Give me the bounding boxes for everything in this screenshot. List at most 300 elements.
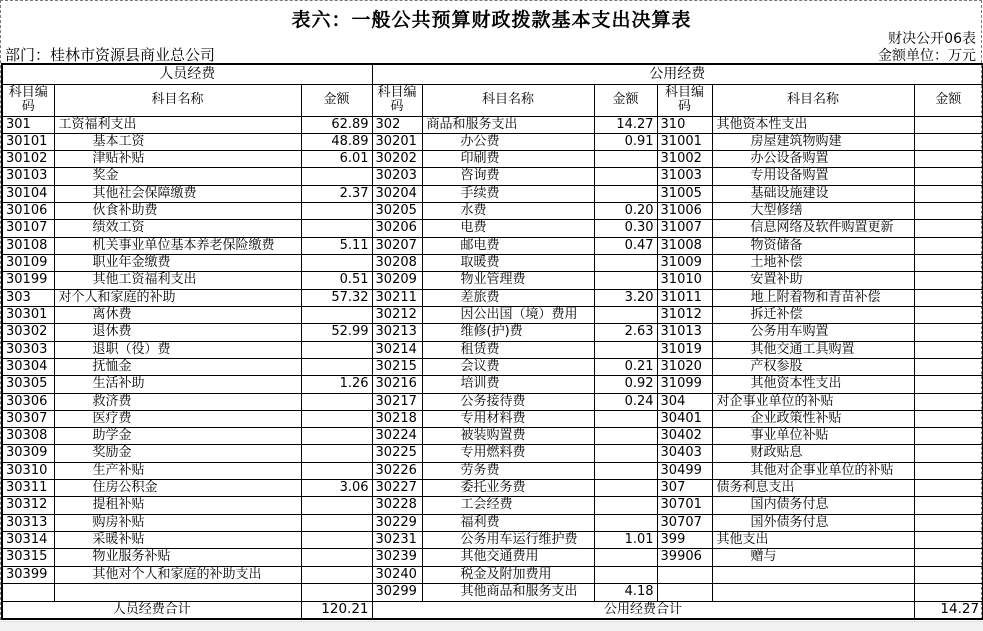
subject-code-cell: 30309	[2, 445, 54, 462]
subject-code-cell: 30199	[2, 272, 54, 289]
subject-name-cell: 其他交通工具购置	[712, 341, 914, 358]
subject-name-cell: 救济费	[54, 393, 301, 410]
amount-cell	[594, 462, 657, 479]
subject-name-cell: 专用材料费	[422, 410, 594, 427]
department-label: 部门：桂林市资源县商业总公司	[5, 46, 216, 64]
subject-name-cell: 咨询费	[422, 168, 594, 185]
subject-name-cell: 印刷费	[422, 151, 594, 168]
subject-code-cell: 31099	[657, 376, 712, 393]
subject-code-cell: 30213	[372, 324, 422, 341]
subject-name-cell: 信息网络及软件购置更新	[712, 220, 914, 237]
subject-code-cell: 30231	[372, 532, 422, 549]
table-row	[2, 480, 983, 497]
subject-name-cell: 专用燃料费	[422, 445, 594, 462]
subject-name-cell: 公务用车购置	[712, 324, 914, 341]
subject-name-cell: 基础设施建设	[712, 185, 914, 202]
page-title: 表六：一般公共预算财政拨款基本支出决算表	[291, 9, 692, 31]
subject-name-cell: 提租补贴	[54, 497, 301, 514]
col-header-code-1: 科目编码	[2, 84, 54, 116]
table-row	[2, 393, 983, 410]
subject-name-cell: 电费	[422, 220, 594, 237]
subject-name-cell: 其他商品和服务支出	[422, 583, 594, 601]
subject-name-cell: 其他交通费用	[422, 549, 594, 566]
subject-name-cell: 助学金	[54, 428, 301, 445]
table-row	[2, 306, 983, 323]
amount-cell	[914, 168, 983, 185]
table-row	[2, 116, 983, 133]
subject-code-cell: 30401	[657, 410, 712, 427]
amount-cell: 0.24	[594, 393, 657, 410]
amount-cell	[914, 151, 983, 168]
subject-code-cell: 30399	[2, 566, 54, 583]
table-row	[2, 185, 983, 202]
amount-cell	[914, 532, 983, 549]
subject-name-cell: 机关事业单位基本养老保险缴费	[54, 237, 301, 254]
amount-cell: 3.20	[594, 289, 657, 306]
amount-cell	[914, 462, 983, 479]
amount-cell	[914, 376, 983, 393]
amount-cell	[594, 306, 657, 323]
subject-name-cell: 债务利息支出	[712, 480, 914, 497]
amount-cell	[914, 410, 983, 427]
subject-name-cell: 生产补贴	[54, 462, 301, 479]
amount-cell	[914, 116, 983, 133]
subject-code-cell: 31006	[657, 203, 712, 220]
subject-name-cell: 培训费	[422, 376, 594, 393]
subject-name-cell: 办公设备购置	[712, 151, 914, 168]
subject-name-cell: 税金及附加费用	[422, 566, 594, 583]
subject-code-cell: 30225	[372, 445, 422, 462]
table-row	[2, 462, 983, 479]
subject-code-cell: 31011	[657, 289, 712, 306]
group-header-personnel: 人员经费	[2, 64, 372, 84]
subject-code-cell: 30402	[657, 428, 712, 445]
subject-code-cell: 30403	[657, 445, 712, 462]
public-total-amount: 14.27	[914, 601, 983, 619]
table-row	[2, 255, 983, 272]
subject-name-cell: 退职（役）费	[54, 341, 301, 358]
amount-cell: 52.99	[301, 324, 372, 341]
subject-code-cell: 31005	[657, 185, 712, 202]
amount-cell	[914, 185, 983, 202]
subject-name-cell: 奖金	[54, 168, 301, 185]
table-row	[2, 289, 983, 306]
amount-cell	[301, 445, 372, 462]
amount-cell: 57.32	[301, 289, 372, 306]
expenditure-table	[1, 63, 983, 620]
subject-code-cell: 30217	[372, 393, 422, 410]
amount-cell	[301, 306, 372, 323]
amount-cell	[914, 393, 983, 410]
subject-name-cell: 因公出国（境）费用	[422, 306, 594, 323]
subject-code-cell: 304	[657, 393, 712, 410]
subject-code-cell: 30206	[372, 220, 422, 237]
subject-name-cell: 拆迁补偿	[712, 306, 914, 323]
amount-cell	[301, 393, 372, 410]
amount-cell	[914, 514, 983, 531]
col-header-name-2: 科目名称	[422, 84, 594, 116]
amount-cell	[594, 168, 657, 185]
subject-name-cell: 其他资本性支出	[712, 116, 914, 133]
amount-cell	[594, 445, 657, 462]
amount-cell	[914, 272, 983, 289]
amount-cell	[301, 358, 372, 375]
col-header-name-3: 科目名称	[712, 84, 914, 116]
table-row	[2, 324, 983, 341]
subject-code-cell: 30205	[372, 203, 422, 220]
subject-code-cell: 31019	[657, 341, 712, 358]
subject-name-cell: 被装购置费	[422, 428, 594, 445]
amount-cell: 2.37	[301, 185, 372, 202]
amount-cell	[594, 428, 657, 445]
subject-name-cell: 其他对个人和家庭的补助支出	[54, 566, 301, 583]
subject-name-cell: 住房公积金	[54, 480, 301, 497]
subject-code-cell: 30104	[2, 185, 54, 202]
subject-code-cell: 30299	[372, 583, 422, 601]
amount-cell	[594, 341, 657, 358]
table-body	[2, 116, 983, 601]
group-header-public: 公用经费	[372, 64, 983, 84]
subject-name-cell: 差旅费	[422, 289, 594, 306]
subject-name-cell: 福利费	[422, 514, 594, 531]
subject-code-cell: 30109	[2, 255, 54, 272]
subject-name-cell: 企业政策性补贴	[712, 410, 914, 427]
subject-code-cell: 30203	[372, 168, 422, 185]
subject-code-cell: 30304	[2, 358, 54, 375]
amount-cell	[301, 549, 372, 566]
amount-cell	[301, 514, 372, 531]
amount-cell: 0.91	[594, 133, 657, 150]
subject-code-cell: 30218	[372, 410, 422, 427]
subject-code-cell: 30499	[657, 462, 712, 479]
subject-name-cell: 租赁费	[422, 341, 594, 358]
subject-name-cell: 其他资本性支出	[712, 376, 914, 393]
subject-code-cell: 31007	[657, 220, 712, 237]
amount-cell: 48.89	[301, 133, 372, 150]
subject-code-cell	[2, 583, 54, 601]
amount-cell	[301, 497, 372, 514]
amount-cell: 0.51	[301, 272, 372, 289]
amount-cell	[914, 583, 983, 601]
amount-cell: 6.01	[301, 151, 372, 168]
subject-name-cell: 专用设备购置	[712, 168, 914, 185]
amount-cell: 3.06	[301, 480, 372, 497]
amount-cell	[914, 341, 983, 358]
subject-name-cell: 地上附着物和青苗补偿	[712, 289, 914, 306]
col-header-code-3: 科目编码	[657, 84, 712, 116]
subject-name-cell: 产权参股	[712, 358, 914, 375]
amount-cell	[301, 203, 372, 220]
amount-cell	[301, 255, 372, 272]
amount-cell	[914, 358, 983, 375]
totals-row	[2, 601, 983, 619]
subject-code-cell: 30307	[2, 410, 54, 427]
amount-cell: 0.21	[594, 358, 657, 375]
subject-code-cell	[657, 583, 712, 601]
subject-code-cell: 30215	[372, 358, 422, 375]
amount-cell	[914, 203, 983, 220]
subject-name-cell: 购房补贴	[54, 514, 301, 531]
subject-name-cell: 离休费	[54, 306, 301, 323]
subject-name-cell: 工会经费	[422, 497, 594, 514]
subject-code-cell: 30106	[2, 203, 54, 220]
subject-name-cell	[712, 566, 914, 583]
table-row	[2, 532, 983, 549]
subject-code-cell: 30108	[2, 237, 54, 254]
amount-cell	[594, 185, 657, 202]
subject-name-cell: 房屋建筑物购建	[712, 133, 914, 150]
amount-cell	[594, 272, 657, 289]
amount-cell	[301, 566, 372, 583]
personnel-total-amount: 120.21	[301, 601, 372, 619]
amount-cell	[594, 480, 657, 497]
amount-cell: 0.47	[594, 237, 657, 254]
subject-code-cell: 310	[657, 116, 712, 133]
subject-name-cell: 工资福利支出	[54, 116, 301, 133]
subject-code-cell: 30211	[372, 289, 422, 306]
subject-code-cell: 30208	[372, 255, 422, 272]
subject-name-cell: 其他支出	[712, 532, 914, 549]
subject-code-cell: 30303	[2, 341, 54, 358]
subject-code-cell: 30101	[2, 133, 54, 150]
table-row	[2, 341, 983, 358]
amount-cell	[594, 497, 657, 514]
subject-name-cell: 生活补助	[54, 376, 301, 393]
subject-name-cell: 物业服务补贴	[54, 549, 301, 566]
subject-name-cell: 委托业务费	[422, 480, 594, 497]
amount-cell	[594, 151, 657, 168]
table-row	[2, 428, 983, 445]
amount-cell	[594, 566, 657, 583]
amount-cell	[914, 289, 983, 306]
subject-name-cell: 国内债务付息	[712, 497, 914, 514]
subject-name-cell: 绩效工资	[54, 220, 301, 237]
subject-code-cell: 30209	[372, 272, 422, 289]
subject-code-cell: 307	[657, 480, 712, 497]
amount-cell: 5.11	[301, 237, 372, 254]
subject-name-cell: 财政贴息	[712, 445, 914, 462]
subject-name-cell: 奖励金	[54, 445, 301, 462]
subject-code-cell: 30312	[2, 497, 54, 514]
subject-name-cell: 其他社会保障缴费	[54, 185, 301, 202]
subject-code-cell: 30204	[372, 185, 422, 202]
subject-code-cell: 30212	[372, 306, 422, 323]
subject-code-cell: 30229	[372, 514, 422, 531]
subject-name-cell: 退休费	[54, 324, 301, 341]
subject-name-cell: 国外债务付息	[712, 514, 914, 531]
col-header-amount-3: 金额	[914, 84, 983, 116]
table-row	[2, 133, 983, 150]
subject-name-cell: 办公费	[422, 133, 594, 150]
amount-cell: 0.30	[594, 220, 657, 237]
subject-code-cell: 30707	[657, 514, 712, 531]
amount-cell	[594, 514, 657, 531]
amount-unit-label: 金额单位：万元	[878, 48, 976, 64]
amount-cell	[301, 341, 372, 358]
amount-cell: 62.89	[301, 116, 372, 133]
group-header-row	[2, 64, 983, 84]
amount-cell	[301, 583, 372, 601]
amount-cell	[301, 428, 372, 445]
amount-cell	[914, 566, 983, 583]
subject-code-cell: 30310	[2, 462, 54, 479]
subject-code-cell: 30224	[372, 428, 422, 445]
subject-name-cell: 公务用车运行维护费	[422, 532, 594, 549]
amount-cell	[301, 410, 372, 427]
subject-code-cell: 31013	[657, 324, 712, 341]
subject-code-cell: 30103	[2, 168, 54, 185]
amount-cell: 14.27	[594, 116, 657, 133]
amount-cell	[594, 255, 657, 272]
amount-cell	[914, 445, 983, 462]
subject-name-cell: 其他工资福利支出	[54, 272, 301, 289]
subject-name-cell: 对个人和家庭的补助	[54, 289, 301, 306]
amount-cell	[914, 237, 983, 254]
subject-name-cell	[54, 583, 301, 601]
subject-code-cell: 30305	[2, 376, 54, 393]
amount-cell	[914, 549, 983, 566]
amount-cell	[594, 410, 657, 427]
subject-code-cell: 30228	[372, 497, 422, 514]
subject-code-cell: 30227	[372, 480, 422, 497]
subject-code-cell: 30214	[372, 341, 422, 358]
col-header-amount-1: 金额	[301, 84, 372, 116]
subject-name-cell: 安置补助	[712, 272, 914, 289]
subject-code-cell	[657, 566, 712, 583]
subject-code-cell: 30107	[2, 220, 54, 237]
subject-name-cell: 手续费	[422, 185, 594, 202]
table-row	[2, 497, 983, 514]
subject-name-cell: 其他对企事业单位的补贴	[712, 462, 914, 479]
subject-code-cell: 30226	[372, 462, 422, 479]
table-row	[2, 566, 983, 583]
subject-name-cell: 物资储备	[712, 237, 914, 254]
amount-cell	[914, 220, 983, 237]
subject-name-cell: 事业单位补贴	[712, 428, 914, 445]
subject-name-cell: 公务接待费	[422, 393, 594, 410]
subject-code-cell: 30301	[2, 306, 54, 323]
subject-name-cell: 邮电费	[422, 237, 594, 254]
subject-name-cell: 基本工资	[54, 133, 301, 150]
amount-cell: 0.20	[594, 203, 657, 220]
table-row	[2, 445, 983, 462]
app-bottom-strip	[0, 621, 983, 631]
table-row	[2, 583, 983, 601]
amount-cell: 1.26	[301, 376, 372, 393]
subject-code-cell: 31001	[657, 133, 712, 150]
subject-code-cell: 302	[372, 116, 422, 133]
subject-name-cell: 商品和服务支出	[422, 116, 594, 133]
subject-name-cell: 职业年金缴费	[54, 255, 301, 272]
personnel-total-label: 人员经费合计	[2, 601, 301, 619]
subject-code-cell: 399	[657, 532, 712, 549]
subject-name-cell: 抚恤金	[54, 358, 301, 375]
subject-name-cell: 水费	[422, 203, 594, 220]
amount-cell: 1.01	[594, 532, 657, 549]
subject-code-cell: 39906	[657, 549, 712, 566]
subject-code-cell: 30102	[2, 151, 54, 168]
subject-name-cell: 医疗费	[54, 410, 301, 427]
amount-cell	[914, 428, 983, 445]
subject-code-cell: 30306	[2, 393, 54, 410]
table-row	[2, 549, 983, 566]
subject-code-cell: 30239	[372, 549, 422, 566]
subject-code-cell: 30311	[2, 480, 54, 497]
subject-name-cell: 土地补偿	[712, 255, 914, 272]
table-row	[2, 151, 983, 168]
subject-name-cell: 采暖补贴	[54, 532, 301, 549]
subject-name-cell: 对企事业单位的补贴	[712, 393, 914, 410]
amount-cell	[301, 462, 372, 479]
subject-code-cell: 30314	[2, 532, 54, 549]
subject-code-cell: 31009	[657, 255, 712, 272]
subject-code-cell: 30240	[372, 566, 422, 583]
subject-name-cell	[712, 583, 914, 601]
amount-cell	[914, 497, 983, 514]
amount-cell: 2.63	[594, 324, 657, 341]
table-row	[2, 514, 983, 531]
amount-cell: 0.92	[594, 376, 657, 393]
subject-name-cell: 劳务费	[422, 462, 594, 479]
subject-code-cell: 31008	[657, 237, 712, 254]
subject-code-cell: 301	[2, 116, 54, 133]
subject-code-cell: 31020	[657, 358, 712, 375]
subject-name-cell: 大型修缮	[712, 203, 914, 220]
amount-cell	[914, 480, 983, 497]
subject-code-cell: 31010	[657, 272, 712, 289]
table-row	[2, 237, 983, 254]
amount-cell	[914, 255, 983, 272]
table-row	[2, 272, 983, 289]
col-header-name-1: 科目名称	[54, 84, 301, 116]
subject-code-cell: 30216	[372, 376, 422, 393]
table-row	[2, 410, 983, 427]
table-row	[2, 376, 983, 393]
amount-cell	[301, 532, 372, 549]
table-row	[2, 168, 983, 185]
amount-cell	[914, 133, 983, 150]
subject-code-cell: 31003	[657, 168, 712, 185]
table-row	[2, 203, 983, 220]
subject-code-cell: 303	[2, 289, 54, 306]
col-header-amount-2: 金额	[594, 84, 657, 116]
amount-cell: 4.18	[594, 583, 657, 601]
subject-code-cell: 31012	[657, 306, 712, 323]
table-row	[2, 220, 983, 237]
subject-code-cell: 30701	[657, 497, 712, 514]
subject-code-cell: 30308	[2, 428, 54, 445]
subject-name-cell: 津贴补贴	[54, 151, 301, 168]
public-total-label: 公用经费合计	[372, 601, 914, 619]
subject-code-cell: 30313	[2, 514, 54, 531]
subject-code-cell: 30315	[2, 549, 54, 566]
amount-cell	[914, 306, 983, 323]
subject-name-cell: 伙食补助费	[54, 203, 301, 220]
subject-name-cell: 会议费	[422, 358, 594, 375]
subject-name-cell: 物业管理费	[422, 272, 594, 289]
amount-cell	[301, 168, 372, 185]
amount-cell	[914, 324, 983, 341]
subject-name-cell: 维修(护)费	[422, 324, 594, 341]
subject-code-cell: 31002	[657, 151, 712, 168]
amount-cell	[301, 220, 372, 237]
subject-code-cell: 30201	[372, 133, 422, 150]
doc-code-label: 财决公开06表	[888, 31, 976, 47]
subject-code-cell: 30302	[2, 324, 54, 341]
column-header-row	[2, 84, 983, 116]
col-header-code-2: 科目编码	[372, 84, 422, 116]
subject-name-cell: 取暖费	[422, 255, 594, 272]
